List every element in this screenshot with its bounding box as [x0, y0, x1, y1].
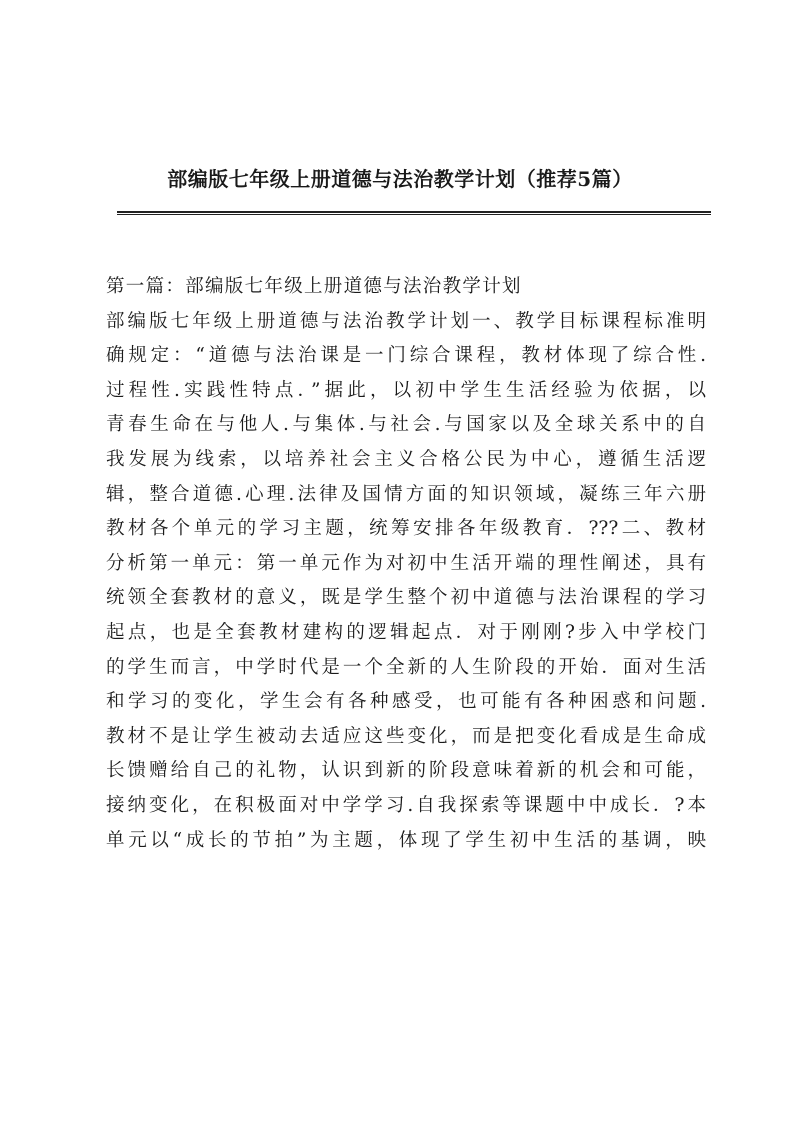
paragraph-line: 和学习的变化，学生会有各种感受，也可能有各种困惑和问题. [106, 691, 706, 713]
paragraph-line: 接纳变化，在积极面对中学学习.自我探索等课题中中成长．?本 [106, 794, 706, 816]
paragraph-line: 青春生命在与他人.与集体.与社会.与国家以及全球关系中的自 [106, 414, 706, 436]
paragraph-line: 的学生而言，中学时代是一个全新的人生阶段的开始．面对生活 [106, 656, 706, 678]
paragraph-line: 我发展为线索，以培养社会主义合格公民为中心，遵循生活逻 [106, 448, 706, 470]
paragraph-line: 过程性.实践性特点．”据此，以初中学生生活经验为依据，以 [106, 379, 706, 401]
document-body [106, 270, 706, 858]
paragraph-line: 统领全套教材的意义，既是学生整个初中道德与法治课程的学习 [106, 587, 706, 609]
paragraph-line: 确规定：“道德与法治课是一门综合课程，教材体现了综合性. [106, 345, 706, 367]
paragraph-line: 辑，整合道德.心理.法律及国情方面的知识领域，凝练三年六册 [106, 483, 706, 505]
paragraph-line: 长馈赠给自己的礼物，认识到新的阶段意味着新的机会和可能， [106, 760, 706, 782]
paragraph-line: 单元以“成长的节拍”为主题，体现了学生初中生活的基调，映 [106, 829, 706, 851]
paragraph-line: 教材各个单元的学习主题，统筹安排各年级教育．???二、教材 [106, 518, 706, 540]
document-title: 部编版七年级上册道德与法治教学计划（推荐5篇） [167, 167, 633, 191]
paragraph-line: 起点，也是全套教材建构的逻辑起点．对于刚刚?步入中学校门 [106, 621, 706, 643]
paragraph-line: 分析第一单元：第一单元作为对初中生活开端的理性阐述，具有 [106, 552, 706, 574]
paragraph-line: 教材不是让学生被动去适应这些变化，而是把变化看成是生命成 [106, 725, 706, 747]
section-heading: 第一篇：部编版七年级上册道德与法治教学计划 [106, 276, 522, 297]
paragraph-line: 部编版七年级上册道德与法治教学计划一、教学目标课程标准明 [106, 310, 706, 332]
title-divider [117, 211, 711, 215]
